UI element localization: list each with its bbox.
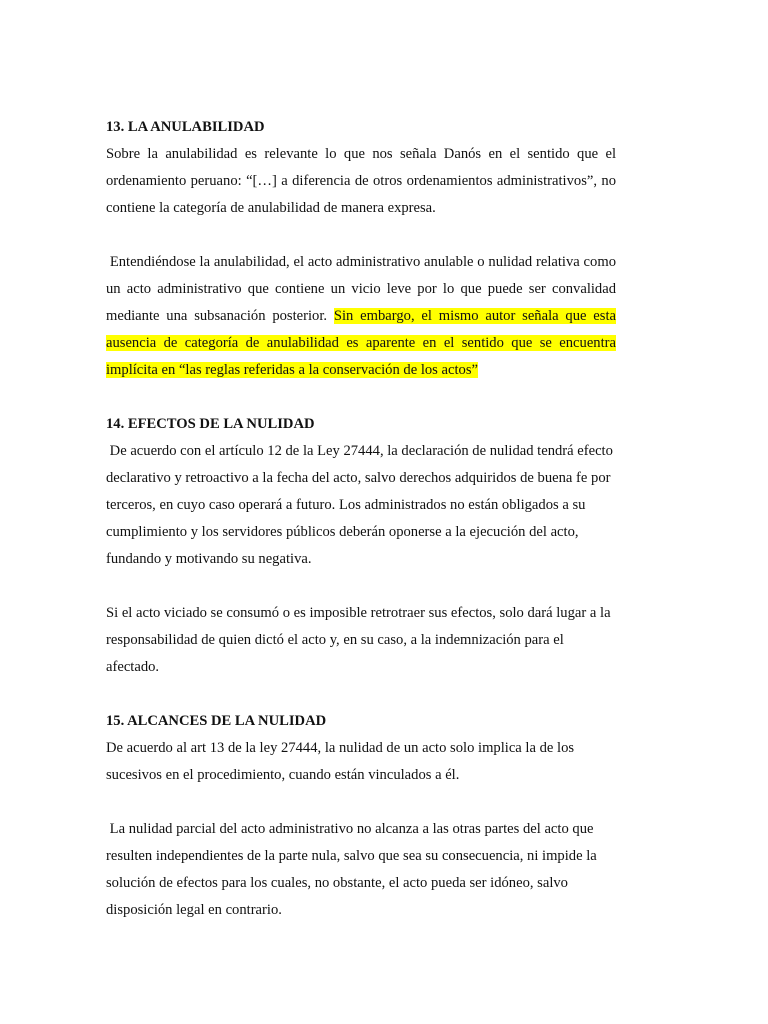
section-13-heading: 13. LA ANULABILIDAD [106, 119, 265, 135]
section-13-paragraph-2 [106, 249, 620, 384]
section-15-heading: 15. ALCANCES DE LA NULIDAD [106, 713, 327, 729]
section-13-paragraph-1: Sobre la anulabilidad es relevante lo que nos señala Danós en el sentido que el ordenamiento peruano: “[…] a diferencia de otros ordenamientos administrativos”, no contiene la categoría de anulabilidad de manera expresa. [106, 146, 616, 216]
paragraph-spacer [106, 789, 616, 816]
paragraph-spacer [106, 573, 616, 600]
section-15-paragraph-1: De acuerdo al art 13 de la ley 27444, la nulidad de un acto solo implica la de los sucesivos en el procedimiento, cuando están vinculados a él. [106, 740, 575, 783]
section-14-paragraph-1: De acuerdo con el artículo 12 de la Ley 27444, la declaración de nulidad tendrá efecto declarativo y retroactivo a la fecha del acto, salvo derechos adquiridos de buena fe por terceros, en cuyo caso operará a futuro. Los administrados no están obligados a su cumplimiento y los servidores públicos deberán oponerse a la ejecución del acto, fundando y motivando su negativa. [106, 443, 617, 567]
section-spacer [106, 384, 616, 411]
highlighted-text: Sin embargo, el mismo autor señala que esta ausencia de categoría de anulabilidad es aparente en el sentido que se encuentra implícita en “las reglas referidas a la conservación de los actos” [106, 308, 616, 378]
section-13-paragraph-2-text: Entendiéndose la anulabilidad, el acto administrativo anulable o nulidad relativa como un acto administrativo que contiene un vicio leve por lo que puede ser convalidad mediante una subsanación posterior. [106, 254, 620, 324]
document-page [106, 114, 620, 924]
section-13 [106, 114, 620, 384]
section-14-heading: 14. EFECTOS DE LA NULIDAD [106, 416, 315, 432]
paragraph-spacer [106, 222, 616, 249]
section-15-paragraph-2: La nulidad parcial del acto administrativo no alcanza a las otras partes del acto que resulten independientes de la parte nula, salvo que sea su consecuencia, ni impide la solución de efectos para los cuales, no obstante, el acto pueda ser idóneo, salvo disposición legal en contrario. [106, 821, 601, 918]
section-spacer [106, 681, 616, 708]
section-14 [106, 411, 616, 681]
section-14-paragraph-2: Si el acto viciado se consumó o es imposible retrotraer sus efectos, solo dará lugar a la responsabilidad de quien dictó el acto y, en su caso, a la indemnización para el afectado. [106, 605, 611, 675]
section-15 [106, 708, 616, 924]
